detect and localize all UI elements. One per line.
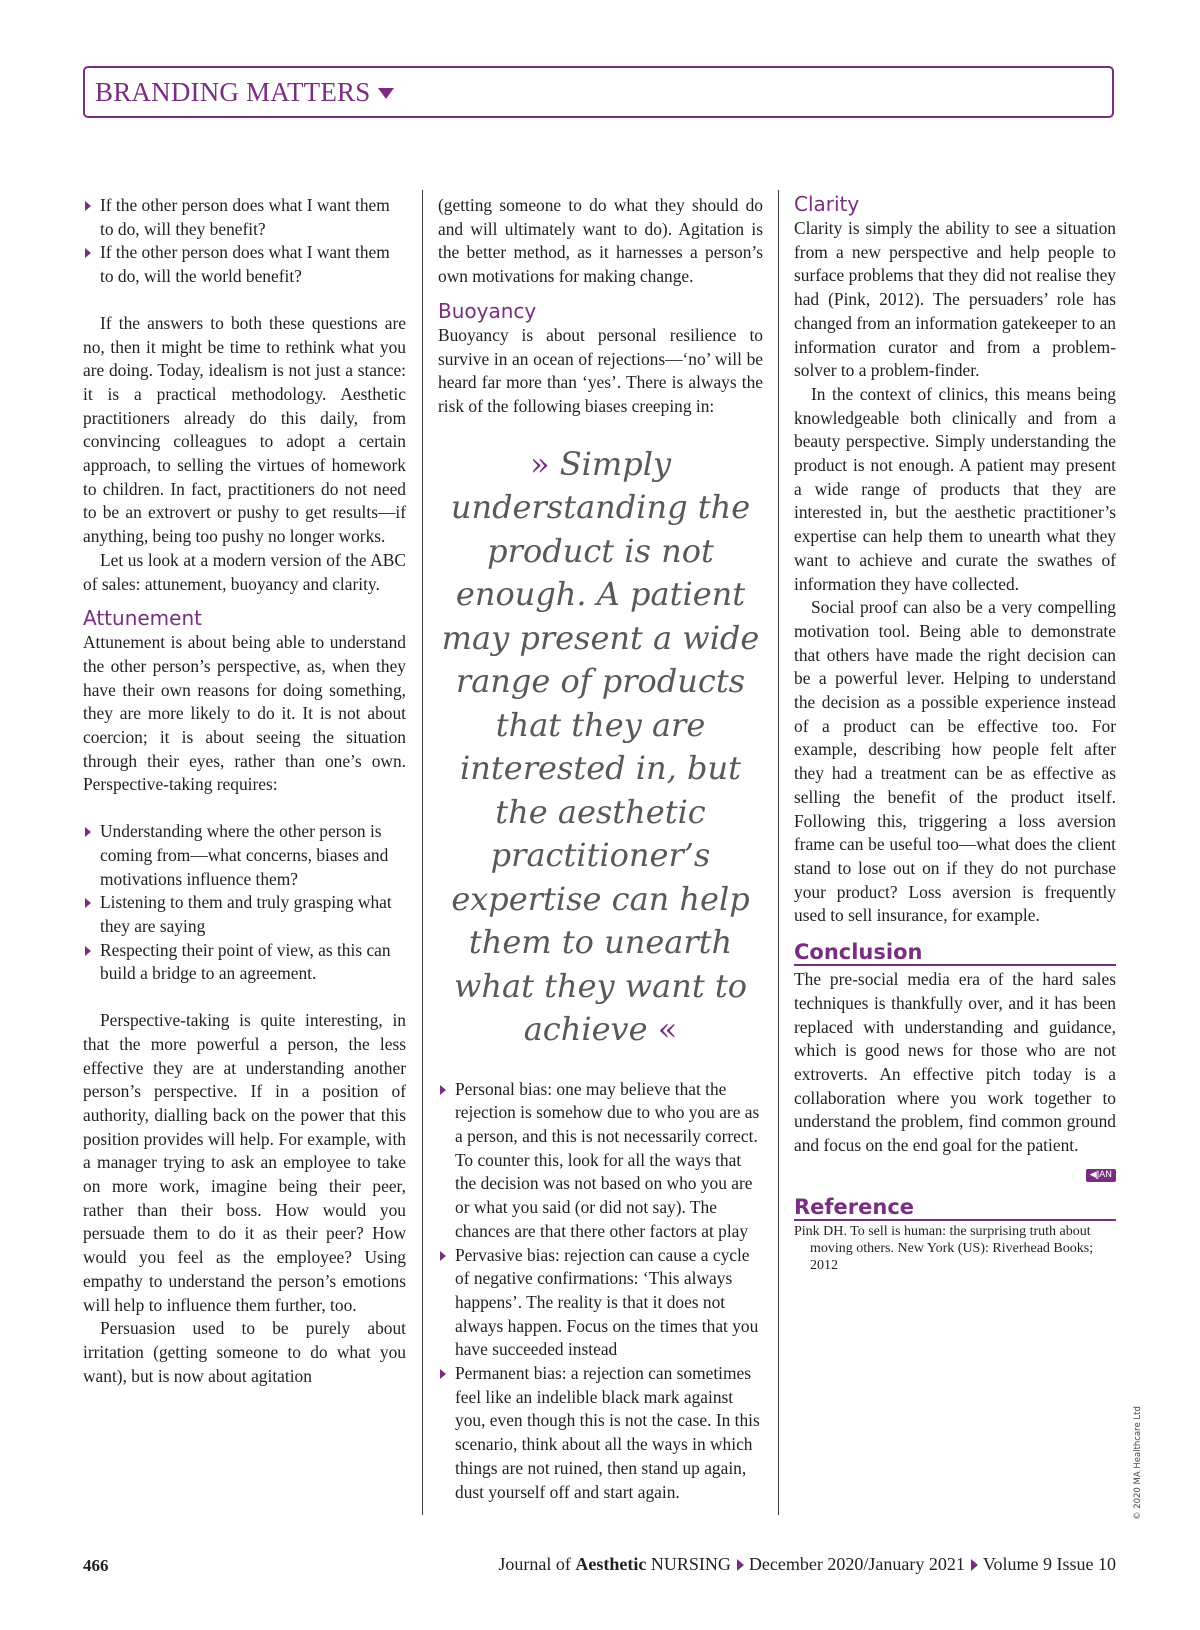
bullet-list-top (83, 194, 406, 289)
column-1 (83, 194, 406, 1388)
bullet-list-mid (83, 820, 406, 986)
section-title: BRANDING MATTERS (95, 76, 371, 107)
paragraph: Social proof can also be a very compelling motivation tool. Being able to demonstrate that others have made the right decision can be a powerful lever. Helping to understand the decision as a possible experience instead of a product can be effective too. For example, describing how people felt after they had a treatment can be as effective as selling the benefit of the product itself. Following this, triggering a loss aversion frame can be useful too—what does the client stand to lose out on if they do not purchase your product? Loss aversion is frequently used to sell insurance, for example. (794, 597, 1116, 926)
column-2 (438, 194, 763, 1504)
paragraph: Clarity is simply the ability to see a situation from a new perspective and help people to surface problems that they did not realise they had (Pink, 2012). The persuaders’ role has changed from an information gatekeeper to an information curator and from a problem-solver to a problem-finder. (794, 218, 1116, 381)
copyright-notice: © 2020 MA Healthcare Ltd (1133, 1406, 1143, 1520)
quote-open-mark: » (529, 444, 550, 483)
bias-list (438, 1078, 763, 1505)
pull-quote (438, 443, 763, 1052)
list-item: Personal bias: one may believe that the rejection is somehow due to who you are as a person, and this is not necessarily correct. To counter this, look for all the ways that the decision was not based on who you are or what you said (or did not say). The chances are that there other factors at play (438, 1078, 763, 1244)
list-item: Permanent bias: a rejection can sometimes feel like an indelible black mark against you, even though this is not the case. In this scenario, think about all the ways in which things are not ruined, then stand up again, dust yourself off and start again. (438, 1362, 763, 1504)
clarity-heading: Clarity (794, 192, 860, 216)
journal-suffix: NURSING (650, 1554, 731, 1574)
issue-date: December 2020/January 2021 (748, 1554, 965, 1574)
journal-bold: Aesthetic (575, 1554, 647, 1574)
triangle-right-icon (737, 1559, 744, 1571)
buoyancy-heading: Buoyancy (438, 298, 537, 323)
attunement-heading: Attunement (83, 606, 202, 631)
triangle-down-icon (378, 88, 394, 99)
paragraph: Perspective-taking is quite interesting, in that the more powerful a person, the less effective they are at understanding another person’s perspective. If in a position of authority, dialling back on the power that this position provides will help. For example, with a manager trying to ask an employee to take on more work, imagine being their peer, rather than their boss. How would you persuade them to do it as their peer? How would you feel as the employee? Using empathy to understand the person’s emotions will help to influence them further, too. (83, 1010, 406, 1315)
list-item: If the other person does what I want them to do, will the world benefit? (83, 241, 406, 288)
page-number: 466 (83, 1556, 109, 1575)
end-badge: ◀JAN (1086, 1169, 1116, 1182)
column-3 (794, 194, 1116, 1274)
paragraph: The pre-social media era of the hard sales techniques is thankfully over, and it has been replaced with understanding and guidance, which is good news for those who are not extroverts. An effective pitch today is a collaboration where you work together to understand the problem, find common ground and focus on the end goal for the patient. (794, 969, 1116, 1156)
end-mark (794, 1160, 1116, 1184)
paragraph: Attunement is about being able to understand the other person’s perspective, as, when they have their own reasons for doing something, they are more likely to do it. It is not about coercion; it is about seeing the situation through their eyes, rather than one’s own. Perspective-taking requires: (83, 632, 406, 795)
triangle-right-icon (971, 1559, 978, 1571)
paragraph: Persuasion used to be purely about irritation (getting someone to do what you want), but is now about agitation (83, 1318, 406, 1386)
paragraph: Buoyancy is about personal resilience to survive in an ocean of rejections—‘no’ will be heard far more than ‘yes’. There is always the risk of the following biases creeping in: (438, 324, 763, 416)
list-item: If the other person does what I want them to do, will they benefit? (83, 194, 406, 241)
quote-close-mark: « (657, 1010, 678, 1049)
conclusion-heading: Conclusion (794, 940, 1116, 966)
reference-heading: Reference (794, 1195, 1116, 1221)
list-item: Understanding where the other person is coming from—what concerns, biases and motivations influence them? (83, 820, 406, 891)
journal-footer (498, 1554, 1116, 1575)
journal-prefix: Journal of (498, 1554, 571, 1574)
list-item: Respecting their point of view, as this can build a bridge to an agreement. (83, 939, 406, 986)
paragraph: If the answers to both these questions are no, then it might be time to rethink what you are doing. Today, idealism is not just a stance: it is a practical methodology. Aesthetic practitioners already do this daily, from convincing colleagues to adopt a certain approach, to selling the virtues of homework to children. In fact, practitioners do not need to be an extrovert or pushy to get results—if anything, being too pushy no longer works. (83, 312, 406, 547)
volume-issue: Volume 9 Issue 10 (982, 1554, 1116, 1574)
paragraph: Let us look at a modern version of the ABC of sales: attunement, buoyancy and clarity. (83, 549, 406, 594)
paragraph: (getting someone to do what they should do and will ultimately want to do). Agitation is the better method, as it harnesses a person’s own motivations for making change. (438, 195, 763, 287)
list-item: Pervasive bias: rejection can cause a cycle of negative confirmations: ‘This always happens’. The reality is that it does not always happen. Focus on the times that you have succeeded instead (438, 1244, 763, 1363)
paragraph: In the context of clinics, this means being knowledgeable both clinically and from a beauty perspective. Simply understanding the product is not enough. A patient may present a wide range of products that they are interested in, but the aesthetic practitioner’s expertise can help them to unearth what they want to achieve and curate the swathes of information they have collected. (794, 383, 1116, 594)
pull-quote-text: Simply understanding the product is not enough. A patient may present a wide range of products that they are interested in, but the aesthetic practitioner’s expertise can help them to unearth what they want to achieve (441, 444, 760, 1049)
reference-text: Pink DH. To sell is human: the surprising truth about moving others. New York (US): Riverhead Books; 2012 (794, 1224, 1094, 1274)
column-divider-1 (422, 190, 423, 1515)
list-item: Listening to them and truly grasping what they are saying (83, 891, 406, 938)
column-divider-2 (778, 190, 779, 1515)
section-header (83, 66, 1114, 118)
